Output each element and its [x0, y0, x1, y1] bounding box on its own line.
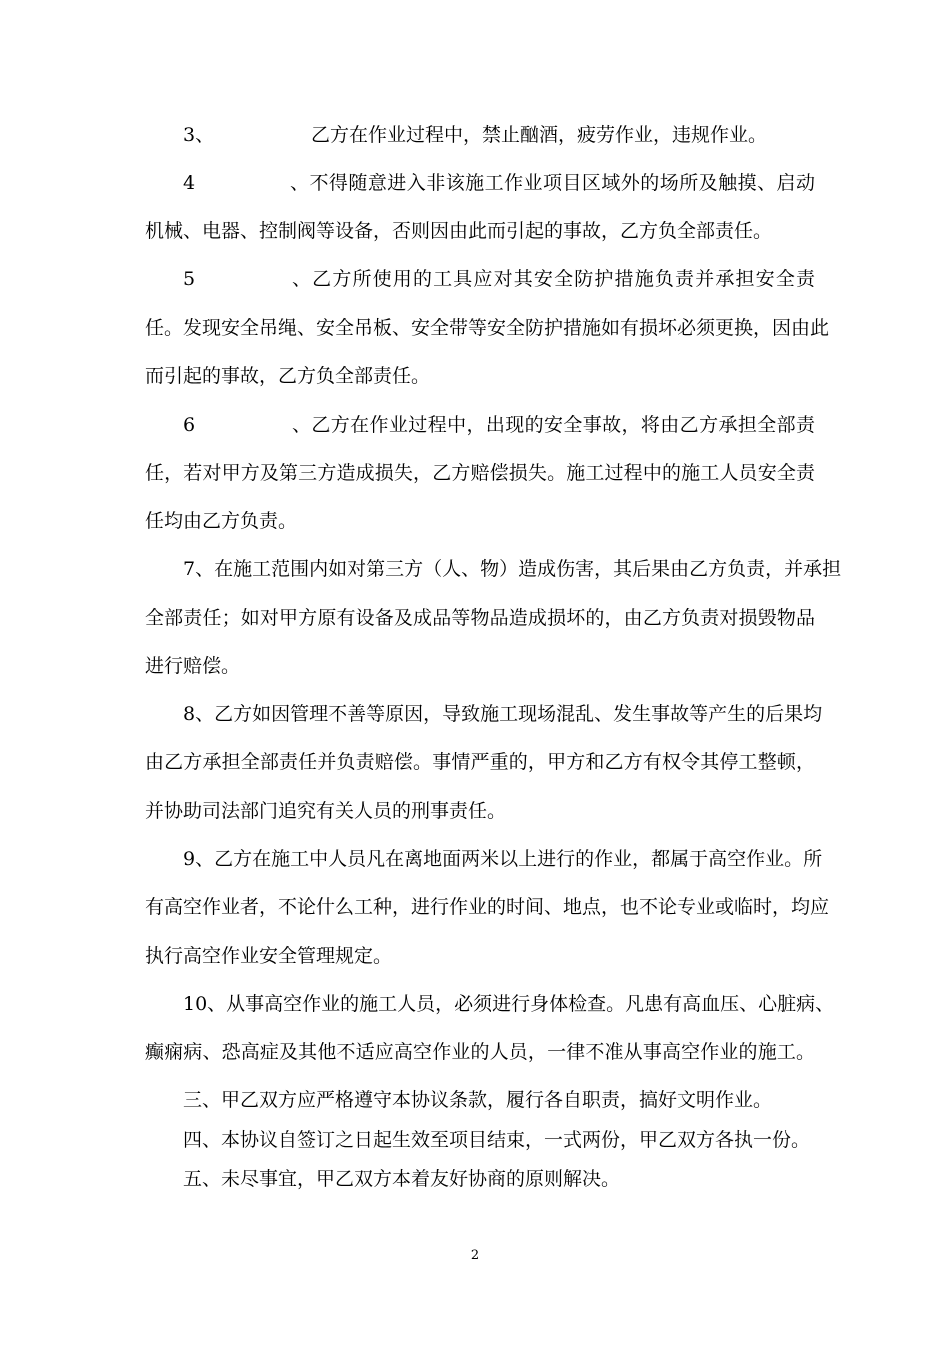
- item-6-number: 6、: [183, 414, 311, 436]
- item-4-number: 4、: [183, 172, 309, 194]
- item-6-text: 乙方在作业过程中，出现的安全事故，将由乙方承担全部责: [311, 414, 815, 436]
- item-5-text: 乙方所使用的工具应对其安全防护措施负责并承担安全责: [311, 268, 815, 290]
- item-9-line-1: 9、乙方在施工中人员凡在离地面两米以上进行的作业，都属于高空作业。所: [183, 848, 823, 870]
- page-number: 2: [470, 1248, 480, 1263]
- item-5-line-2: 任。发现安全吊绳、安全吊板、安全带等安全防护措施如有损坏必须更换，因由此: [145, 317, 830, 339]
- item-4-line-2: 机械、电器、控制阀等设备，否则因由此而引起的事故，乙方负全部责任。: [145, 220, 773, 242]
- item-9-line-3: 执行高空作业安全管理规定。: [145, 945, 393, 967]
- item-10-line-1: 10、从事高空作业的施工人员，必须进行身体检查。凡患有高血压、心脏病、: [183, 993, 835, 1015]
- item-5-number: 5、: [183, 268, 311, 290]
- item-5-line-3: 而引起的事故，乙方负全部责任。: [145, 365, 431, 387]
- item-6-line-1: [183, 413, 815, 437]
- section-3: 三、甲乙双方应严格遵守本协议条款，履行各自职责，搞好文明作业。: [183, 1089, 773, 1111]
- item-8-line-2: 由乙方承担全部责任并负责赔偿。事情严重的，甲方和乙方有权令其停工整顿，: [145, 751, 815, 773]
- item-10-line-2: 癫痫病、恐高症及其他不适应高空作业的人员，一律不准从事高空作业的施工。: [145, 1041, 815, 1063]
- item-4-text: 不得随意进入非该施工作业项目区域外的场所及触摸、启动: [309, 172, 815, 194]
- item-8-line-3: 并协助司法部门追究有关人员的刑事责任。: [145, 800, 507, 822]
- item-7-line-2: 全部责任；如对甲方原有设备及成品等物品造成损坏的，由乙方负责对损毁物品: [145, 607, 815, 629]
- item-9-line-2: 有高空作业者，不论什么工种，进行作业的时间、地点，也不论专业或临时，均应: [145, 896, 830, 918]
- item-5-line-1: [183, 267, 815, 291]
- item-6-line-3: 任均由乙方负责。: [145, 510, 298, 532]
- item-7-line-1: 7、在施工范围内如对第三方（人、物）造成伤害，其后果由乙方负责，并承担: [183, 558, 842, 580]
- item-7-line-3: 进行赔偿。: [145, 655, 241, 677]
- section-4: 四、本协议自签订之日起生效至项目结束，一式两份，甲乙双方各执一份。: [183, 1129, 811, 1151]
- item-3-line-1: [183, 123, 815, 147]
- item-8-line-1: 8、乙方如因管理不善等原因，导致施工现场混乱、发生事故等产生的后果均: [183, 703, 823, 725]
- item-3-number: 3、: [183, 124, 215, 146]
- item-6-line-2: 任，若对甲方及第三方造成损失，乙方赔偿损失。施工过程中的施工人员安全责: [145, 462, 815, 484]
- section-5: 五、未尽事宜，甲乙双方本着友好协商的原则解决。: [183, 1168, 621, 1190]
- item-4-line-1: [183, 171, 815, 195]
- item-3-text: 乙方在作业过程中，禁止酗酒，疲劳作业，违规作业。: [311, 124, 768, 146]
